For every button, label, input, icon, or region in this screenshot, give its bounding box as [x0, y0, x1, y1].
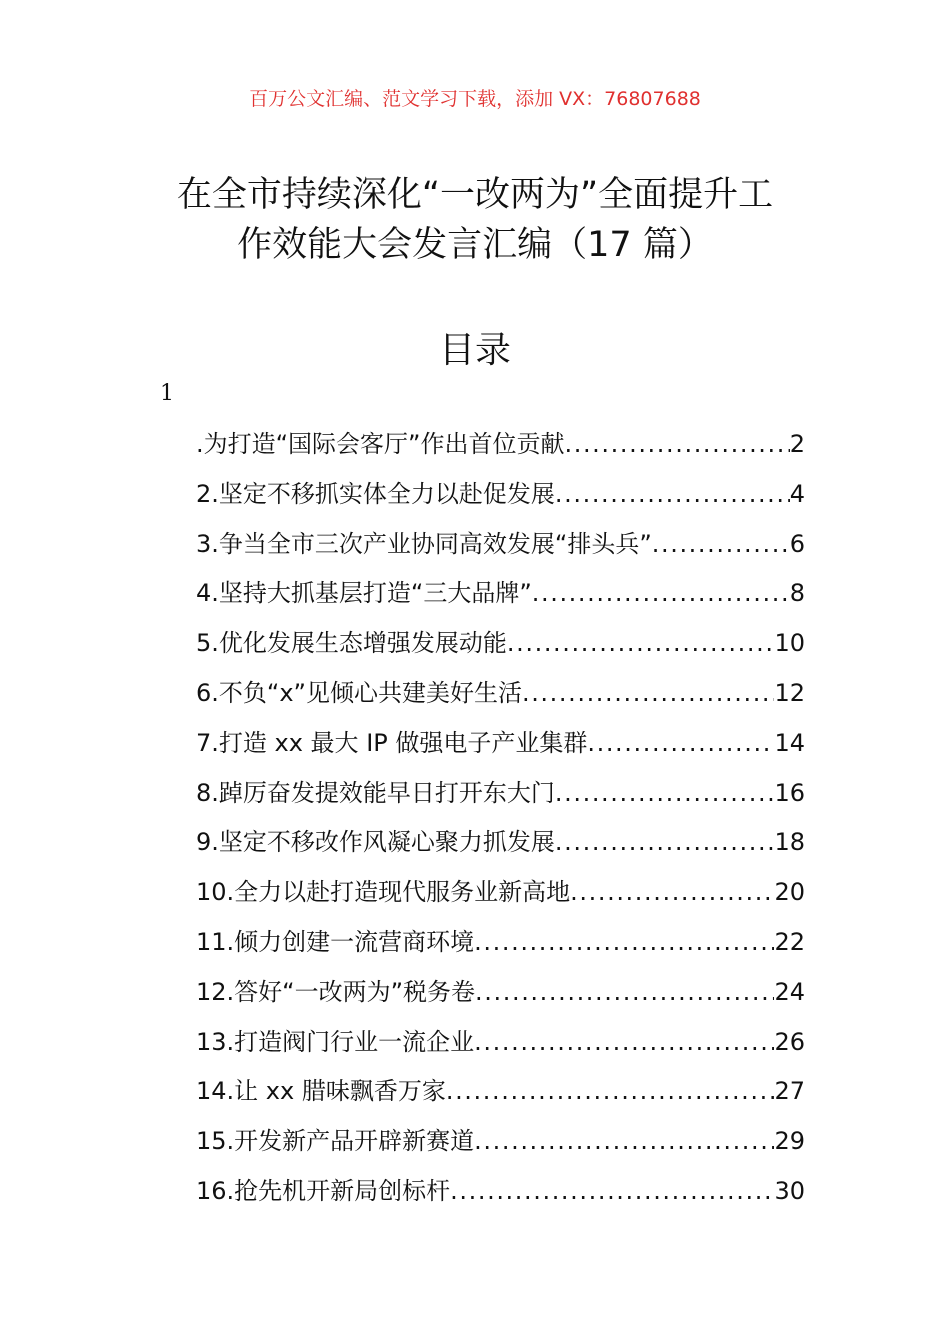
toc-leader-dots	[555, 771, 775, 815]
toc-item[interactable]	[196, 422, 805, 472]
toc-leader-dots	[570, 870, 774, 914]
toc-item[interactable]	[196, 870, 805, 920]
toc-item-page: 2	[789, 430, 805, 458]
toc-leader-dots	[507, 621, 775, 665]
toc-item-page: 12	[774, 678, 805, 707]
toc-item-label: 10.全力以赴打造现代服务业新高地	[196, 878, 571, 907]
toc-leader-dots	[474, 1020, 774, 1064]
toc-item[interactable]	[196, 970, 805, 1020]
toc-item[interactable]	[196, 522, 805, 572]
toc-item[interactable]	[196, 1169, 805, 1219]
toc-item-label: 6.不负“x”见倾心共建美好生活	[196, 678, 522, 707]
toc-leader-dots	[555, 472, 790, 516]
toc-leader-dots	[587, 721, 774, 765]
toc-item-label: 14.让 xx 腊味飘香万家	[196, 1077, 446, 1106]
toc-item-page: 27	[774, 1077, 805, 1106]
toc-item-label: 11.倾力创建一流营商环境	[196, 927, 475, 956]
toc-leader-dots	[474, 920, 774, 964]
toc-item-label: 12.答好“一改两为”税务卷	[196, 977, 476, 1006]
toc-item[interactable]	[196, 920, 805, 970]
toc-leader-dots	[474, 1119, 774, 1163]
toc-leader-dots	[555, 820, 775, 864]
toc-item[interactable]	[196, 1119, 805, 1169]
toc-item-page: 8	[789, 579, 805, 608]
toc-item-label: 16.抢先机开新局创标杆	[196, 1176, 451, 1205]
toc-item[interactable]	[196, 820, 805, 870]
document-title	[140, 170, 810, 270]
toc-item-page: 30	[774, 1176, 805, 1205]
toc-leader-dots	[446, 1069, 775, 1113]
toc-item[interactable]	[196, 1069, 805, 1119]
toc-item-page: 22	[774, 927, 805, 956]
toc-item-label: 3.争当全市三次产业协同高效发展“排头兵”	[196, 529, 652, 558]
toc-item[interactable]	[196, 1020, 805, 1070]
toc-item-label: 2.坚定不移抓实体全力以赴促发展	[196, 479, 555, 508]
toc-item[interactable]	[196, 571, 805, 621]
page-marker: 1	[160, 381, 174, 406]
watermark-header: 百万公文汇编、范文学习下载，添加 VX：76807688	[249, 88, 701, 110]
toc-item-label: 9.坚定不移改作风凝心聚力抓发展	[196, 828, 555, 857]
toc-item-label: 13.打造阀门行业一流企业	[196, 1027, 475, 1056]
toc-leader-dots	[450, 1169, 774, 1213]
toc-item[interactable]	[196, 771, 805, 821]
toc-item-page: 6	[789, 529, 805, 558]
toc-item-label: 7.打造 xx 最大 IP 做强电子产业集群	[196, 728, 588, 757]
toc-leader-dots	[652, 522, 790, 566]
toc-leader-dots	[532, 571, 790, 615]
toc-item-page: 20	[774, 878, 805, 907]
toc-heading: 目录	[438, 330, 511, 371]
toc-item-page: 24	[774, 977, 805, 1006]
toc-item-label: 5.优化发展生态增强发展动能	[196, 629, 507, 658]
toc-item[interactable]	[196, 621, 805, 671]
toc-leader-dots	[522, 671, 774, 715]
toc-item-page: 16	[774, 778, 805, 807]
toc-item-page: 29	[774, 1127, 805, 1156]
toc-leader-dots	[565, 422, 790, 466]
title-line-2: 作效能大会发言汇编（17 篇）	[237, 225, 713, 265]
toc-item[interactable]	[196, 721, 805, 771]
toc-item-page: 18	[774, 828, 805, 857]
toc-item[interactable]	[196, 671, 805, 721]
toc-item-label: 4.坚持大抓基层打造“三大品牌”	[196, 579, 532, 608]
toc-item[interactable]	[196, 472, 805, 522]
toc-item-page: 26	[774, 1027, 805, 1056]
toc-item-page: 4	[789, 479, 805, 508]
toc-item-label: 8.踔厉奋发提效能早日打开东大门	[196, 778, 555, 807]
toc-item-page: 10	[774, 629, 805, 658]
toc-item-label: .为打造“国际会客厅”作出首位贡献	[196, 430, 565, 458]
toc-leader-dots	[475, 970, 774, 1014]
table-of-contents	[196, 422, 805, 1219]
toc-item-label: 15.开发新产品开辟新赛道	[196, 1127, 475, 1156]
toc-item-page: 14	[774, 728, 805, 757]
title-line-1: 在全市持续深化“一改两为”全面提升工	[176, 175, 774, 215]
